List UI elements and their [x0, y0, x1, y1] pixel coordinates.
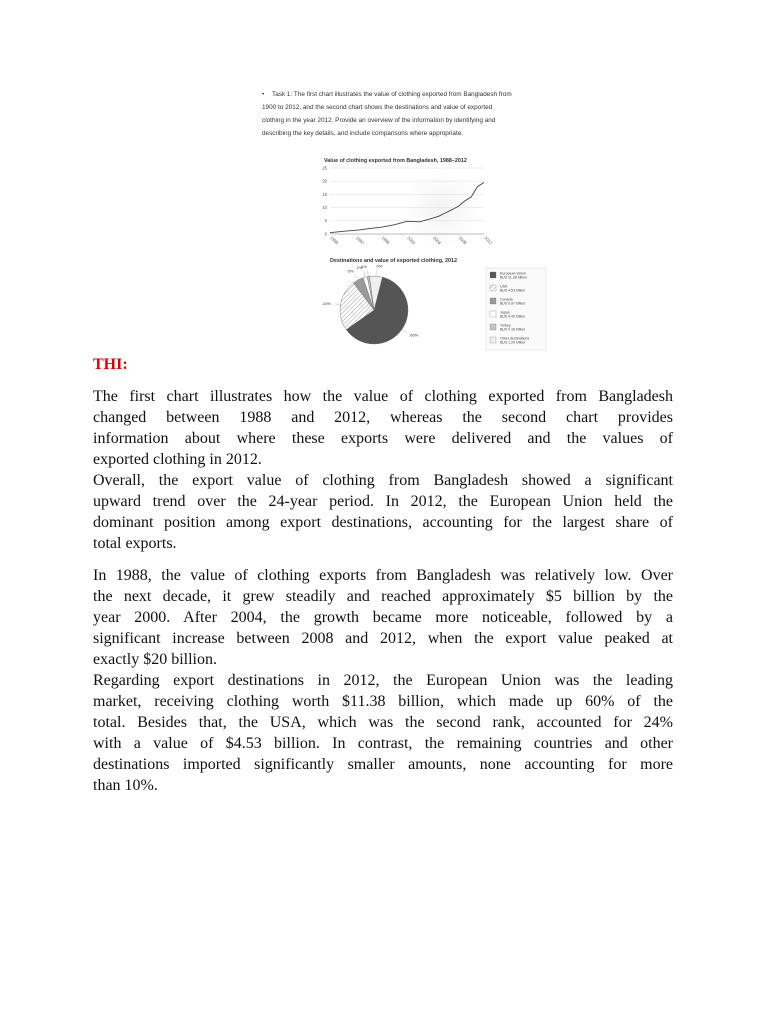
essay-line: destinations imported significantly smaller amounts, none accounting for more: [93, 756, 673, 773]
essay-line: changed between 1988 and 2012, whereas the second chart provides: [93, 409, 673, 426]
y-tick-label: 5: [324, 218, 327, 224]
task-line: clothing in the year 2012. Provide an overview of the information by identifying and: [262, 117, 496, 124]
legend-swatch: [490, 337, 496, 343]
y-tick-label: 20: [322, 178, 327, 184]
pie-slice-label: 6%: [376, 263, 383, 269]
essay-line: exported clothing in 2012.: [93, 451, 262, 468]
task-line: describing the key details, and include comparisons where appropriate.: [262, 130, 464, 137]
legend-label: Canada: [500, 297, 513, 302]
y-tick-label: 10: [322, 205, 327, 210]
task-line: Task 1: The first chart illustrates the value of clothing exported from Bangladesh from: [272, 91, 512, 98]
essay-line: information about where these exports were delivered and the values of: [93, 430, 673, 447]
x-tick-label: 1988: [329, 235, 340, 246]
pie-slice-label: 1%: [360, 264, 367, 270]
legend-label: Japan: [500, 310, 510, 315]
essay-line: The first chart illustrates how the value of clothing exported from Bangladesh: [93, 388, 673, 405]
essay-line: the next decade, it grew steadily and reached approximately $5 billion by the: [93, 588, 673, 605]
legend-value: $US 0.16 billion: [500, 327, 526, 332]
pie-chart-title: Destinations and value of exported clothing, 2012: [330, 258, 458, 264]
legend-swatch: [490, 298, 496, 304]
legend-swatch: [490, 311, 496, 317]
x-tick-label: 2000: [406, 235, 417, 246]
legend-value: $US 1.20 billion: [500, 340, 526, 345]
line-chart-title: Value of clothing exported from Bangladesh, 1988–2012: [324, 158, 467, 164]
legend-value: $US 11.38 billion: [500, 275, 527, 280]
task-figure: [256, 82, 556, 352]
x-tick-label: 2012: [483, 235, 494, 246]
essay-line: upward trend over the 24-year period. In 2012, the European Union held the: [93, 493, 673, 510]
essay-line: total exports.: [93, 535, 177, 552]
legend-value: $US 0.97 billion: [500, 301, 526, 306]
line-chart: [312, 154, 552, 266]
legend-value: $US 0.40 billion: [500, 314, 526, 319]
x-tick-label: 1996: [380, 235, 391, 246]
legend-label: USA: [500, 284, 508, 289]
pie-chart-svg: [312, 254, 552, 352]
task-line: 1900 to 2012, and the second chart shows the destinations and value of exported: [262, 104, 493, 111]
legend-swatch: [490, 324, 496, 330]
essay-line: market, receiving clothing worth $11.38 billion, which made up 60% of the: [93, 693, 673, 710]
y-tick-label: 25: [322, 165, 327, 171]
x-tick-label: 2004: [431, 235, 443, 246]
pie-slice-label: 5%: [347, 268, 354, 274]
x-tick-label: 1992: [354, 235, 366, 246]
essay-heading: THI:: [93, 356, 128, 373]
pie-slice-label: 60%: [410, 332, 419, 338]
pie-chart: [312, 254, 552, 352]
watermark: [404, 171, 480, 247]
y-tick-label: 0: [324, 231, 327, 237]
pie-leader-line: [355, 275, 358, 280]
legend-label: Other destinations: [500, 336, 530, 341]
pie-leader-line: [364, 271, 366, 277]
line-chart-svg: [312, 154, 552, 266]
essay-line: exactly $20 billion.: [93, 651, 217, 668]
essay-line: Overall, the export value of clothing from Bangladesh showed a significant: [93, 472, 673, 489]
essay-line: with a value of $4.53 billion. In contrast, the remaining countries and other: [93, 735, 673, 752]
essay-line: year 2000. After 2004, the growth became more noticeable, followed by a: [93, 609, 673, 626]
essay-line: significant increase between 2008 and 2012, when the export value peaked at: [93, 630, 673, 647]
legend-value: $US 4.53 billion: [500, 288, 526, 293]
essay-paragraph-1: [93, 386, 673, 554]
bullet: •: [262, 91, 265, 98]
essay-line: dominant position among export destinations, accounting for the largest share of: [93, 514, 673, 531]
essay-line: Regarding export destinations in 2012, the European Union was the leading: [93, 672, 673, 689]
y-tick-label: 15: [322, 191, 327, 197]
essay-line: than 10%.: [93, 777, 158, 794]
legend-swatch: [490, 272, 496, 278]
essay-line: In 1988, the value of clothing exports from Bangladesh was relatively low. Over: [93, 567, 673, 584]
task-prompt: [262, 88, 554, 140]
essay-line: total. Besides that, the USA, which was the second rank, accounted for 24%: [93, 714, 673, 731]
legend-label: Turkey: [500, 323, 511, 328]
pie-leader-line: [334, 304, 340, 305]
legend-swatch: [490, 285, 496, 291]
essay-paragraph-2: [93, 565, 673, 796]
pie-leader-line: [367, 271, 368, 277]
legend-label: European Union: [500, 271, 526, 276]
pie-slice-label: 2%: [356, 265, 363, 271]
x-tick-label: 2008: [457, 235, 468, 246]
pie-leader-line: [402, 329, 407, 332]
pie-slice-label: 24%: [322, 300, 331, 306]
